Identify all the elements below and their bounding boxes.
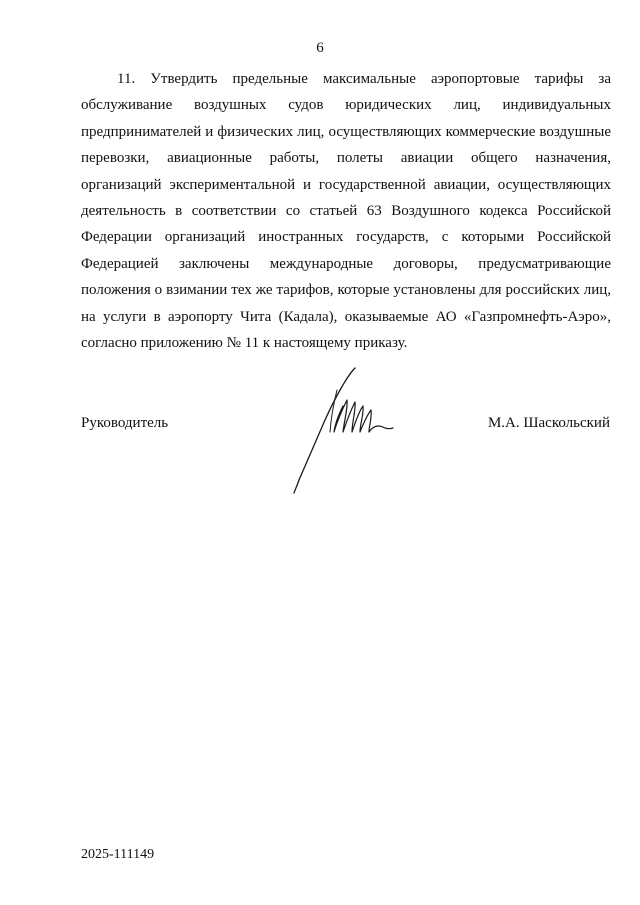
paragraph-11: 11. Утвердить предельные максимальные аэропортовые тарифы за обслуживание воздушных судов юридических лиц, индивидуальных предпринимателей и физических лиц, осуществляющих коммерческие воздушные перевозки, авиационные работы, полеты авиации общего назначения, организаций экспериментальной и государственной авиации, осуществляющих деятельность в соответствии со статьей 63 Воздушного кодекса Российской Федерации организаций иностранных государств, с которыми Российской Федерацией заключены международные договоры, предусматривающие положения о взимании тех же тарифов, которые установлены для российских лиц, на услуги в аэропорту Чита (Кадала), оказываемые АО «Газпромнефть-Аэро», согласно приложению № 11 к настоящему приказу. (81, 71, 611, 352)
document-number: 2025-111149 (81, 847, 155, 862)
signatory-title: Руководитель (81, 415, 169, 431)
handwritten-signature (285, 362, 405, 497)
signatory-name: М.А. Шаскольский (487, 415, 610, 431)
page-number: 6 (316, 40, 324, 56)
